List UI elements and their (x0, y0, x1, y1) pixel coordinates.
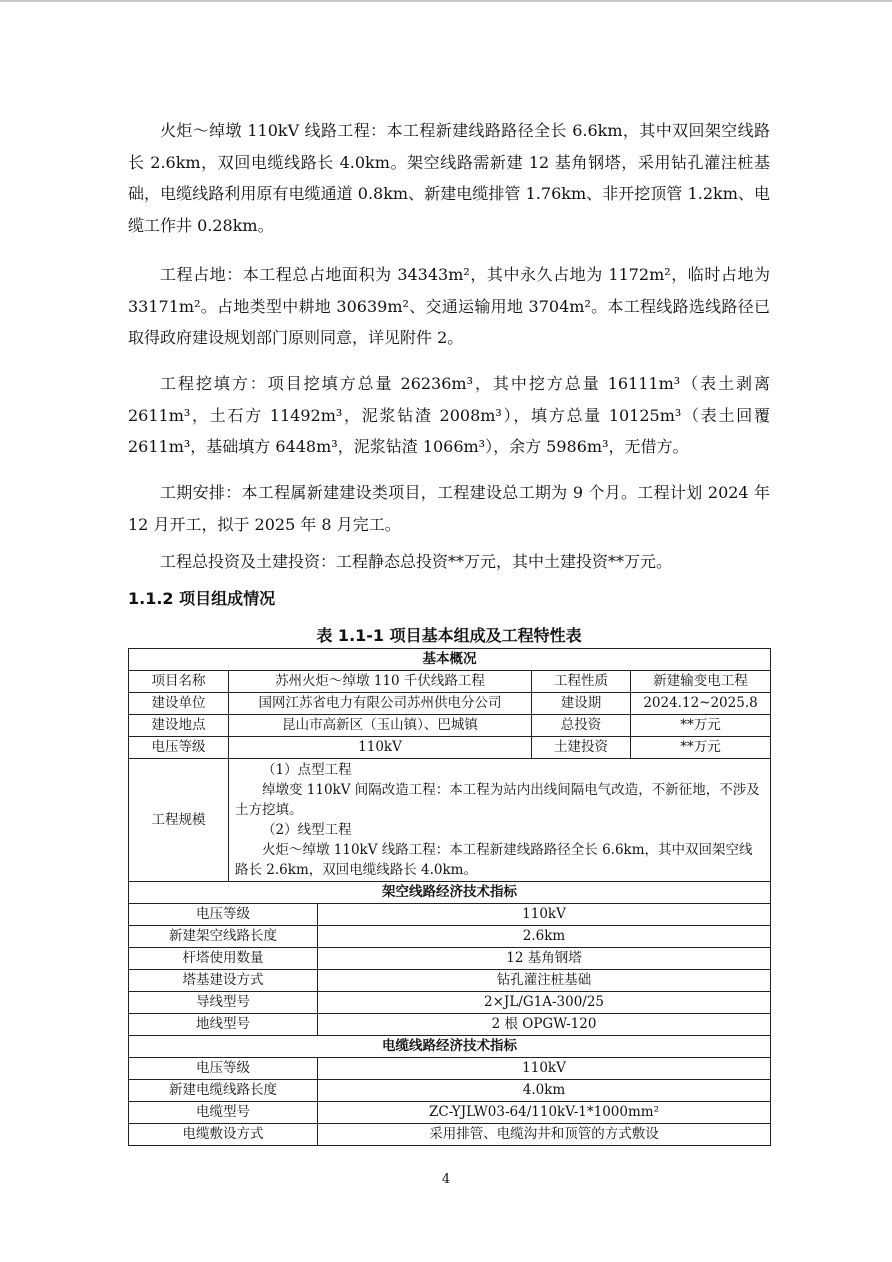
table-cell: 电缆敷设方式 (129, 1124, 318, 1146)
table-cell: 2 根 OPGW-120 (318, 1014, 771, 1036)
table-cell: 导线型号 (129, 992, 318, 1014)
table-cell: 工程性质 (532, 671, 631, 693)
scale-line: 绰墩变 110kV 间隔改造工程：本工程为站内出线间隔电气改造，不新征地，不涉及土方挖填。 (235, 782, 760, 818)
table-row (129, 1102, 771, 1124)
table-row (129, 1124, 771, 1146)
table-cell: 2×JL/G1A-300/25 (318, 992, 771, 1014)
table-cell: 110kV (318, 1058, 771, 1080)
table-cell: 电压等级 (129, 904, 318, 926)
table-cell: 苏州火炬～绰墩 110 千伏线路工程 (229, 671, 532, 693)
table-cell: 建设期 (532, 693, 631, 715)
table-cell: 新建架空线路长度 (129, 926, 318, 948)
table-cell: **万元 (631, 737, 771, 759)
page-top-border (0, 0, 892, 2)
table-row (129, 1014, 771, 1036)
table-cell: 2.6km (318, 926, 771, 948)
table-row (129, 737, 771, 759)
table-section-header (129, 649, 771, 671)
table-cell: 塔基建设方式 (129, 970, 318, 992)
table-cell: 2024.12~2025.8 (631, 693, 771, 715)
table-row-scale (129, 759, 771, 882)
table-cell: 总投资 (532, 715, 631, 737)
table-row (129, 904, 771, 926)
scale-line: 火炬～绰墩 110kV 线路工程：本工程新建线路路径全长 6.6km，其中双回架空线路长 2.6km，双回电缆线路长 4.0km。 (235, 842, 753, 878)
table-row (129, 1058, 771, 1080)
table-section-header (129, 882, 771, 904)
table-row (129, 970, 771, 992)
section-heading: 1.1.2 项目组成情况 (128, 589, 276, 608)
page-number: 4 (441, 1172, 451, 1187)
table-cell: 12 基角钢塔 (318, 948, 771, 970)
project-spec-table (128, 648, 771, 1146)
table-cell: 110kV (318, 904, 771, 926)
table-cell: 电压等级 (129, 737, 229, 759)
table-cell: 地线型号 (129, 1014, 318, 1036)
table-section-header (129, 1036, 771, 1058)
table-cell: 钻孔灌注桩基础 (318, 970, 771, 992)
scale-line: （2）线型工程 (262, 822, 352, 838)
table-row (129, 926, 771, 948)
table-cell: 建设地点 (129, 715, 229, 737)
table-cell: 建设单位 (129, 693, 229, 715)
table-cell: 昆山市高新区（玉山镇）、巴城镇 (229, 715, 532, 737)
table-row (129, 992, 771, 1014)
table-cell: **万元 (631, 715, 771, 737)
table-cell: ZC-YJLW03-64/110kV-1*1000mm² (318, 1102, 771, 1124)
table-cell: 新建电缆线路长度 (129, 1080, 318, 1102)
table-cell: 项目名称 (129, 671, 229, 693)
table-cell: 国网江苏省电力有限公司苏州供电分公司 (229, 693, 532, 715)
table-row (129, 671, 771, 693)
overhead-indicators-header: 架空线路经济技术指标 (129, 882, 771, 904)
table-row (129, 693, 771, 715)
table-cell: 电缆型号 (129, 1102, 318, 1124)
paragraph-investment: 工程总投资及土建投资：工程静态总投资**万元，其中土建投资**万元。 (160, 552, 673, 571)
table-row (129, 948, 771, 970)
table-row (129, 1080, 771, 1102)
scale-description-cell (229, 759, 771, 882)
paragraph-schedule: 工期安排：本工程属新建建设类项目，工程建设总工期为 9 个月。工程计划 2024 年 12 月开工，拟于 2025 年 8 月完工。 (128, 483, 770, 534)
paragraph-line-project: 火炬～绰墩 110kV 线路工程：本工程新建线路路径全长 6.6km，其中双回架空线路长 2.6km，双回电缆线路长 4.0km。架空线路需新建 12 基角钢塔，采用钻孔灌注桩基础，电缆线路利用原有电缆通道 0.8km、新建电缆排管 1.76km、非开挖顶管 1.2km、电缆工作井 0.28km。 (128, 121, 770, 235)
table-cell: 4.0km (318, 1080, 771, 1102)
table-cell: 采用排管、电缆沟井和顶管的方式敷设 (318, 1124, 771, 1146)
paragraph-land-occupation: 工程占地：本工程总占地面积为 34343m²，其中永久占地为 1172m²，临时占地为 33171m²。占地类型中耕地 30639m²、交通运输用地 3704m²。本工程线路选线路径已取得政府建设规划部门原则同意，详见附件 2。 (128, 265, 770, 347)
scale-line: （1）点型工程 (262, 762, 352, 778)
cable-indicators-header: 电缆线路经济技术指标 (129, 1036, 771, 1058)
table-caption: 表 1.1-1 项目基本组成及工程特性表 (316, 626, 582, 645)
table-row (129, 715, 771, 737)
table-cell: 杆塔使用数量 (129, 948, 318, 970)
table-cell: 110kV (229, 737, 532, 759)
table-cell: 新建输变电工程 (631, 671, 771, 693)
table-cell: 土建投资 (532, 737, 631, 759)
scale-label-cell: 工程规模 (129, 759, 229, 882)
paragraph-earthwork: 工程挖填方：项目挖填方总量 26236m³，其中挖方总量 16111m³（表土剥离 2611m³，土石方 11492m³，泥浆钻渣 2008m³），填方总量 10125m³（表土回覆 2611m³，基础填方 6448m³，泥浆钻渣 1066m³），余方 5986m³，无借方。 (128, 374, 770, 456)
table-cell: 电压等级 (129, 1058, 318, 1080)
basic-overview-header: 基本概况 (129, 649, 771, 671)
